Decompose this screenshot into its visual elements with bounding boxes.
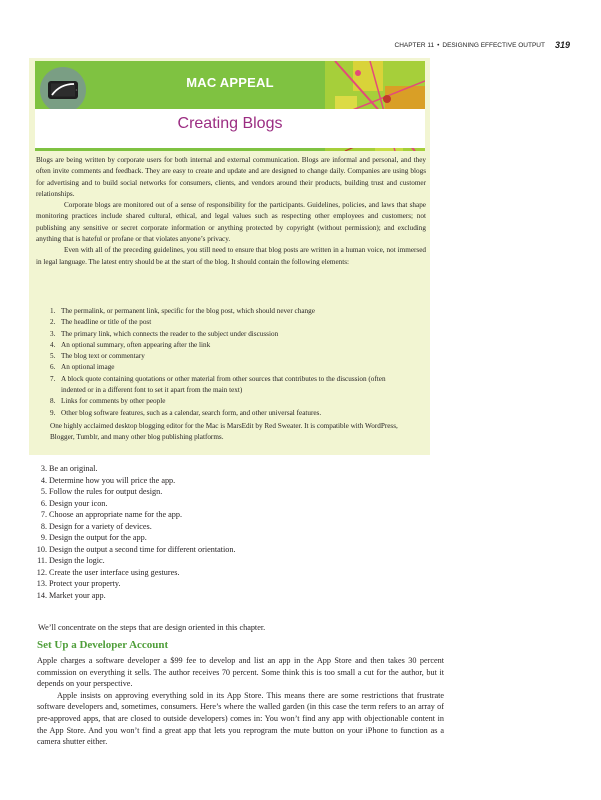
banner-title: MAC APPEAL: [186, 75, 274, 90]
list-item-number: 2.: [50, 318, 56, 327]
list-item: [37, 521, 417, 533]
step-text: Design the output for the app.: [49, 533, 147, 543]
list-item: [37, 590, 417, 602]
step-text: Be an original.: [49, 464, 98, 473]
list-item: [50, 329, 410, 340]
step-text: Follow the rules for output design.: [49, 487, 163, 497]
list-item-number: 6.: [50, 363, 56, 372]
box-paragraph: Blogs are being written by corporate users for both internal and external communication. Blogs are informal and personal, and they often invite comments and feedback. They are easy to create and update and are designed to change daily. Companies are using blogs for advertising and to build social networks for consumers, clients, and vendors around their products, building trust and customer relationships.: [36, 156, 426, 198]
app-steps-list: [37, 463, 417, 602]
list-item: [37, 498, 417, 510]
list-item: [37, 486, 417, 498]
running-head-separator: •: [437, 41, 440, 49]
page-number: 319: [554, 40, 570, 50]
box-subtitle: Creating Blogs: [177, 115, 283, 132]
running-head-chapter: CHAPTER 11: [394, 41, 435, 49]
list-item-number: 4.: [50, 340, 56, 349]
step-text: Protect your property.: [49, 579, 121, 589]
body-paragraph: Apple insists on approving everything sold in its App Store. This means there are some restrictions that frustrate software developers and, sometimes, consumers. Here’s where the walled garden (in this case the term refers to an array of pre-approved apps, that are closed to outside developers) comes in: You won’t find any app with objectionable content in the App Store. And you won’t find a great app that lets you reprogram the mute button on your iPhone to function as a camera shutter either.: [37, 690, 444, 747]
section-heading: Set Up a Developer Account: [37, 639, 169, 651]
step-number: 7.: [40, 510, 47, 520]
list-item-number: 8.: [50, 397, 56, 406]
intro-text: We’ll concentrate on the steps that are design oriented in this chapter.: [38, 623, 266, 632]
running-head: [340, 38, 570, 52]
step-text: Design the output a second time for different orientation.: [49, 544, 236, 554]
body-paragraph: Apple charges a software developer a $99 fee to develop and list an app in the App Store and then takes 30 percent commission on everything it sells. The author receives 70 percent. Some think this is too small a cut for the author, but it depends on your perspective.: [37, 656, 444, 689]
step-number: 12.: [36, 567, 47, 577]
list-item-text: The blog text or commentary: [61, 352, 145, 361]
list-item: [50, 396, 410, 407]
list-item: [37, 555, 417, 567]
step-number: 8.: [40, 521, 47, 531]
list-item-text: The permalink, or permanent link, specific for the blog post, which should never change: [61, 307, 315, 315]
step-number: 5.: [40, 487, 47, 497]
list-item-number: 9.: [50, 408, 56, 417]
step-text: Choose an appropriate name for the app.: [49, 510, 182, 520]
step-number: 11.: [37, 556, 47, 566]
list-item-text: The primary link, which connects the reader to the subject under discussion: [61, 329, 279, 338]
list-item-text: A block quote containing quotations or other material from other sources that contributes to the discussion (often indented or in a different font to set it apart from the main text): [61, 374, 386, 395]
step-number: 6.: [40, 498, 47, 508]
list-item-number: 5.: [50, 352, 56, 361]
box-paragraph: Even with all of the preceding guidelines, you still need to ensure that blog posts are written in a human voice, not immersed in legal language. The latest entry should be at the start of the blog. It should contain the following elements:: [36, 246, 426, 266]
list-item: [37, 578, 417, 590]
list-item: [37, 544, 417, 556]
list-item-text: An optional summary, often appearing after the link: [61, 340, 211, 349]
list-item: [50, 408, 410, 419]
subtitle-band: [35, 109, 425, 148]
list-item: [50, 374, 410, 397]
step-text: Market your app.: [49, 591, 106, 601]
step-text: Design for a variety of devices.: [49, 521, 152, 531]
step-number: 3.: [40, 464, 47, 473]
list-item: [50, 317, 410, 328]
list-item-text: Links for comments by other people: [61, 397, 166, 406]
box-paragraph: Corporate blogs are monitored out of a sense of responsibility for the participants. Guidelines, policies, and laws that shape monitoring practices include shared cultural, ethical, and legal values such as respecting other employees and customers; not publishing any sensitive or secret corporate information or anything protected by copyright (without permission); and excluding anything that is hateful or profane or that violates anyone’s privacy.: [36, 201, 426, 244]
list-item: [37, 509, 417, 521]
list-item: [37, 567, 417, 579]
list-item: [50, 340, 410, 351]
list-item: [50, 351, 410, 362]
list-item-number: 1.: [50, 307, 56, 315]
list-item: [37, 475, 417, 487]
step-text: Design the logic.: [49, 556, 105, 566]
section-body: [37, 655, 444, 748]
list-item: [50, 306, 410, 317]
step-number: 14.: [36, 591, 47, 601]
step-number: 4.: [40, 475, 47, 485]
list-item-number: 7.: [50, 374, 56, 383]
step-text: Create the user interface using gestures.: [49, 567, 180, 577]
step-number: 10.: [36, 544, 47, 554]
list-item: [50, 362, 410, 373]
mac-appeal-logo-icon: [40, 67, 86, 113]
list-item-text: An optional image: [61, 363, 115, 372]
box-closing-paragraph: One highly acclaimed desktop blogging editor for the Mac is MarsEdit by Red Sweater. It is compatible with WordPress, Blogger, Tumblr, and many other blog publishing platforms.: [50, 422, 398, 442]
step-number: 9.: [40, 533, 47, 543]
list-item: [37, 532, 417, 544]
step-text: Design your icon.: [49, 498, 108, 508]
blog-elements-list: [50, 306, 410, 419]
list-item-text: Other blog software features, such as a calendar, search form, and other universal features.: [61, 408, 322, 417]
list-item-text: The headline or title of the post: [61, 318, 152, 327]
list-item: [37, 463, 417, 475]
list-item-number: 3.: [50, 329, 56, 338]
box-body: [36, 155, 426, 268]
running-head-title: DESIGNING EFFECTIVE OUTPUT: [442, 41, 545, 49]
step-number: 13.: [36, 579, 47, 589]
step-text: Determine how you will price the app.: [49, 475, 176, 485]
